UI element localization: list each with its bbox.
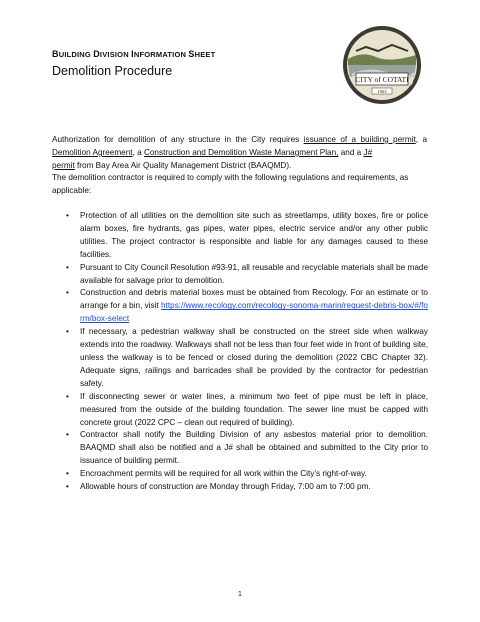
heading-letter: S (188, 49, 195, 59)
document-subtitle: Demolition Procedure (52, 64, 173, 78)
list-item-text: Protection of all utilities on the demolition site such as streetlamps, utility boxes, fire or police alarm boxes, fire hydrants, gas pipes, water pipes, electric service and/or any other public utilities. The project contractor is responsible and liable for any damages caused to these facilities. (80, 211, 428, 259)
list-item (66, 287, 428, 326)
heading-letter: B (52, 49, 59, 59)
heading-letter: I (131, 49, 134, 59)
list-item-text: Encroachment permits will be required for all work within the City’s right-of-way. (80, 469, 367, 479)
demolition-agreement-link[interactable]: Demolition Agreement (52, 148, 133, 157)
bullet-icon: • (66, 288, 69, 298)
building-permit-link[interactable]: issuance of a building permit (303, 135, 416, 144)
bullet-icon: • (66, 482, 69, 492)
heading-letter: D (93, 49, 100, 59)
heading-word: IVISION (99, 50, 132, 59)
requirements-list (66, 210, 428, 494)
list-item (66, 391, 428, 430)
list-item-text: Construction and debris material boxes must be obtained from Recology. For an estimate or to arrange for a bin, visit (80, 288, 428, 311)
seal-text: CITY of COTATI (355, 75, 409, 84)
bullet-icon: • (66, 211, 69, 220)
list-item-text: Pursuant to City Council Resolution #93-91, all reusable and recyclable materials shall be made available for salvage prior to demolition. (80, 262, 428, 285)
list-item (66, 429, 428, 468)
list-item-text: Allowable hours of construction are Monday through Friday, 7:00 am to 7:00 pm. (80, 482, 371, 492)
list-item-text: Contractor shall notify the Building Division of any asbestos material prior to demolition. BAAQMD shall also be notified and a J# shall be obtained and submitted to the City prior to issuance of building permit. (80, 430, 428, 466)
seal-year: 1963 (377, 88, 387, 94)
document-heading (52, 49, 215, 59)
bullet-icon: • (66, 262, 69, 272)
city-seal-logo (342, 25, 422, 105)
heading-word: NFORMATION (133, 50, 189, 59)
recology-link[interactable]: https://www.recology.com/recology-sonoma-marin/request-debris-box/#/form/box-select (80, 301, 428, 324)
heading-word: HEET (194, 50, 216, 59)
permit-link[interactable]: permit (52, 161, 75, 170)
list-item (66, 481, 428, 494)
bullet-icon: • (66, 327, 69, 337)
bullet-icon: • (66, 391, 69, 401)
list-item-text: If necessary, a pedestrian walkway shall be constructed on the street side when walkway extends into the roadway. Walkways shall not be less than four feet wide in front of building site, unless the walkway is to be fenced or closed during the demolition (2022 CBC Chapter 32). Adequate signs, railings and barricades shall be provided by the contractor for pedestrian safety. (80, 327, 428, 388)
waste-management-plan-link[interactable]: Construction and Demolition Waste Managment Plan, (143, 148, 339, 157)
list-item (66, 262, 428, 288)
intro-paragraph (52, 133, 427, 172)
intro-text: , a (415, 135, 427, 144)
intro-text: from Bay Area Air Quality Management District (BAAQMD). (74, 161, 292, 170)
list-item (66, 468, 428, 481)
j-number-link[interactable]: J# (363, 148, 373, 157)
list-item (66, 326, 428, 391)
list-item (66, 210, 428, 262)
lead-paragraph: The demolition contractor is required to comply with the following regulations and requirements, as applicable: (52, 173, 409, 195)
bullet-icon: • (66, 469, 69, 479)
intro-text: and a (338, 148, 364, 157)
page-number: 1 (238, 591, 242, 598)
intro-text: , a (132, 148, 144, 157)
bullet-icon: • (66, 430, 69, 440)
heading-word: UILDING (58, 50, 94, 59)
intro-text: Authorization for demolition of any structure in the City requires (52, 135, 304, 144)
list-item-text: If disconnecting sewer or water lines, a minimum two feet of pipe must be left in place, measured from the outside of the building foundation. The sewer line must be capped with concrete grout (2022 CPC – clean out required of building). (80, 391, 428, 427)
